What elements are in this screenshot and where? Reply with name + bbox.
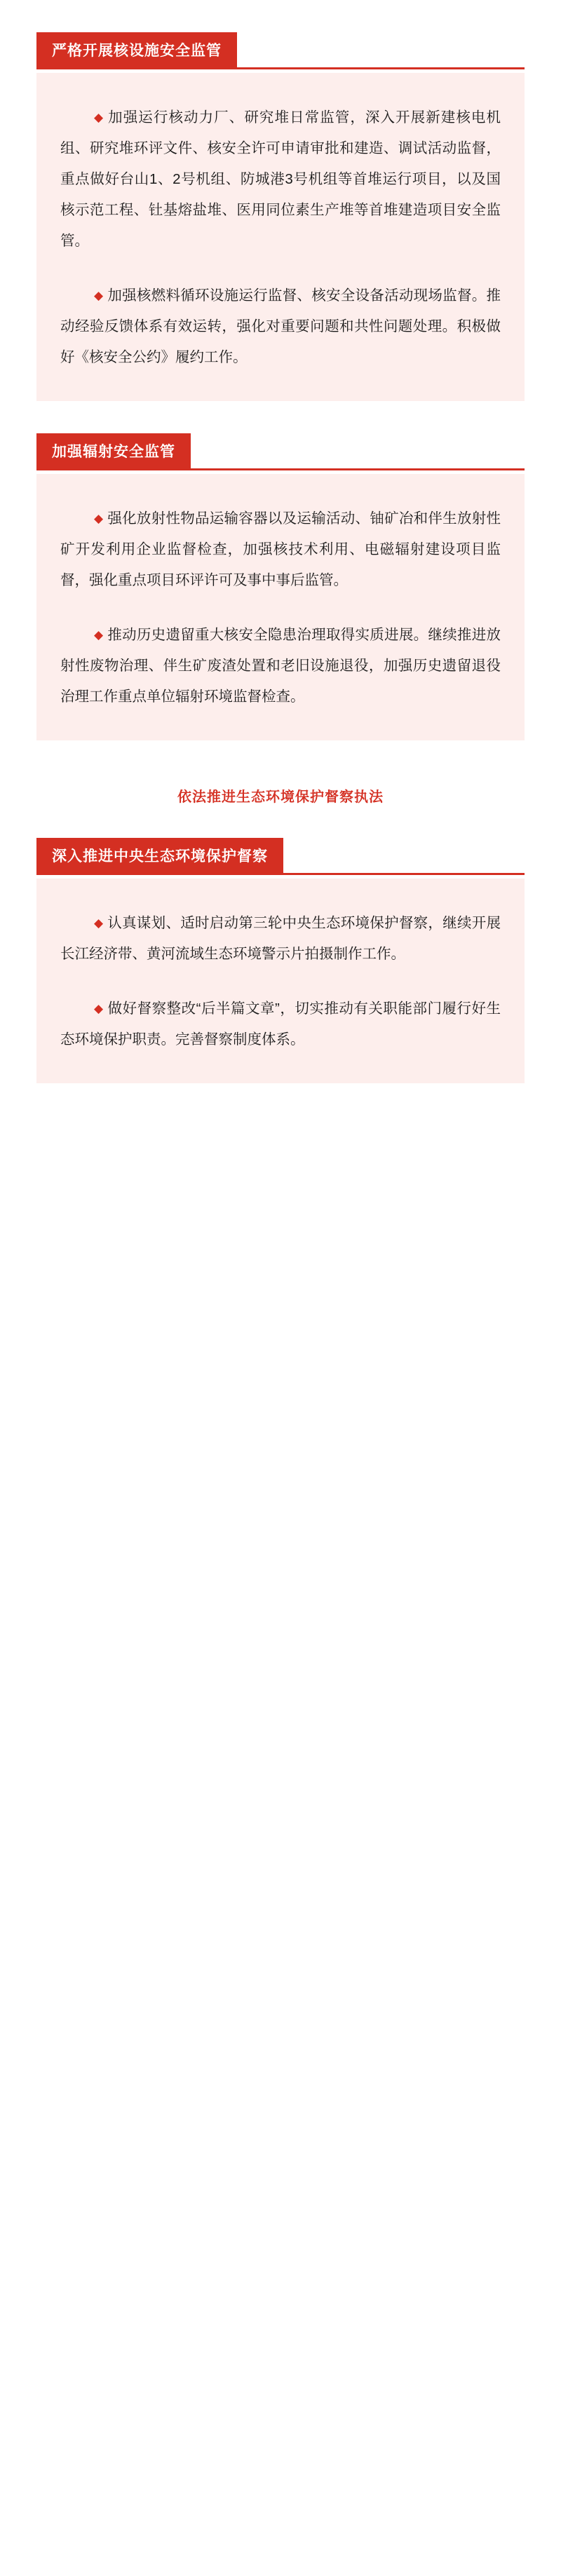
paragraph [60,908,501,970]
paragraph-text: 加强核燃料循环设施运行监督、核安全设备活动现场监督。推动经验反馈体系有效运转，强化对重要问题和共性问题处理。积极做好《核安全公约》履约工作。 [60,287,501,365]
paragraph [60,994,501,1055]
diamond-marker-icon: ◆ [94,289,104,302]
section-heading-bar-2 [36,433,191,468]
section-body-2 [36,474,525,740]
paragraph-text: 强化放射性物品运输容器以及运输活动、铀矿冶和伴生放射性矿开发利用企业监督检查，加强核技术利用、电磁辐射建设项目监督，强化重点项目环评许可及事中事后监管。 [60,510,501,588]
paragraph-text: 推动历史遗留重大核安全隐患治理取得实质进展。继续推进放射性废物治理、伴生矿废渣处置和老旧设施退役，加强历史遗留退役治理工作重点单位辐射环境监督检查。 [60,627,501,705]
section-heading-2 [36,433,525,474]
diamond-marker-icon: ◆ [94,916,104,930]
section-heading-underline-3 [36,873,525,875]
section-heading-3 [36,838,525,879]
section-heading-label-1: 严格开展核设施安全监管 [52,43,222,59]
diamond-marker-icon: ◆ [94,512,104,525]
section-heading-bar-3 [36,838,283,873]
section-body-1 [36,73,525,401]
diamond-marker-icon: ◆ [94,1002,104,1015]
section-heading-label-3: 深入推进中央生态环境保护督察 [52,848,268,865]
paragraph [60,503,501,596]
paragraph [60,620,501,712]
paragraph-text: 认真谋划、适时启动第三轮中央生态环境保护督察，继续开展长江经济带、黄河流域生态环境警示片拍摄制作工作。 [60,915,501,962]
section-heading-underline-1 [36,67,525,69]
diamond-marker-icon: ◆ [94,628,104,642]
paragraph-text: 加强运行核动力厂、研究堆日常监管，深入开展新建核电机组、研究堆环评文件、核安全许可申请审批和建造、调试活动监督，重点做好台山1、2号机组、防城港3号机组等首堆运行项目，以及国核示范工程、钍基熔盐堆、医用同位素生产堆等首堆建造项目安全监管。 [60,109,501,249]
section-heading-label-2: 加强辐射安全监管 [52,444,175,460]
paragraph-text: 做好督察整改“后半篇文章”，切实推动有关职能部门履行好生态环境保护职责。完善督察制度体系。 [60,1001,501,1048]
section-body-3 [36,879,525,1083]
section-heading-1 [36,32,525,73]
section-heading-underline-2 [36,468,525,470]
diamond-marker-icon: ◆ [94,111,104,124]
paragraph [60,102,501,257]
document-page [0,32,561,2576]
bottom-spacer [36,1083,525,1125]
section-subtitle: 依法推进生态环境保护督察执法 [177,789,384,805]
section-heading-bar-1 [36,32,237,67]
paragraph [60,280,501,373]
